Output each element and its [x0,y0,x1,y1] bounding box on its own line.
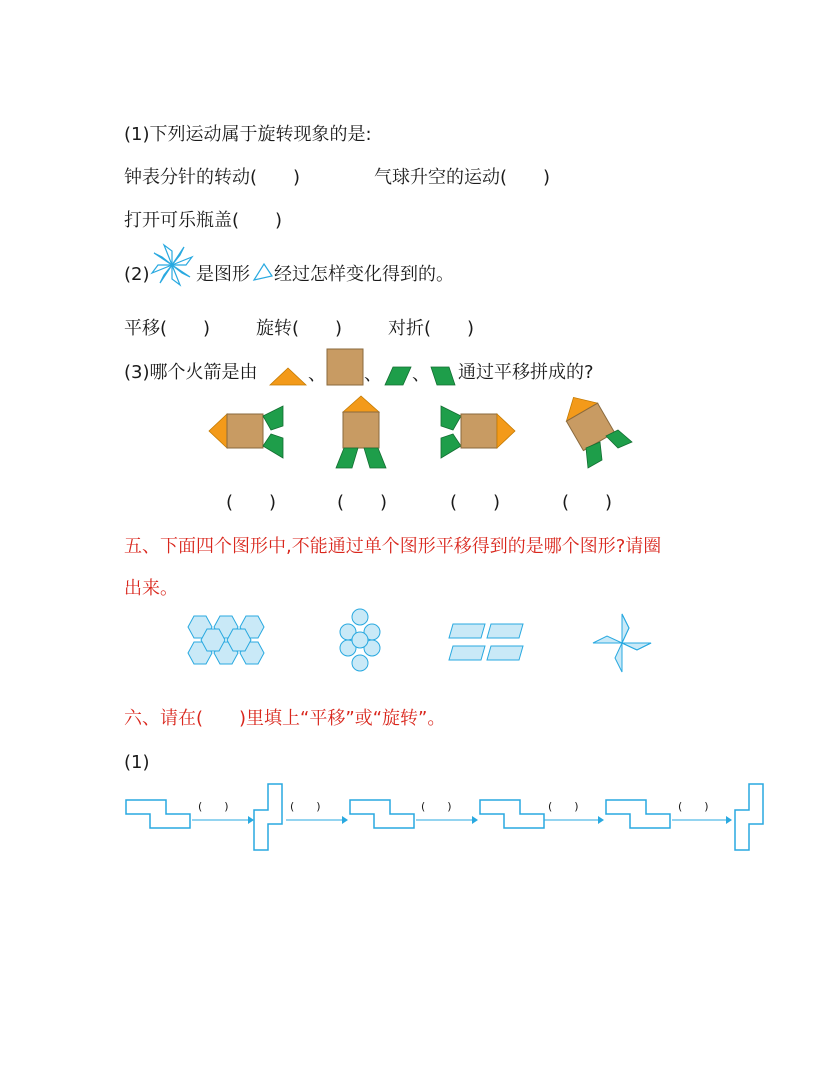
rocket-d [562,390,636,470]
hexagon-tiling-figure[interactable] [188,614,272,668]
q3-suffix: 通过平移拼成的? [458,362,594,383]
arrow-1 [192,815,254,825]
z-shape-3 [478,798,548,832]
circle-cluster-figure[interactable] [337,608,383,672]
q2-middle: 是图形 [196,264,250,285]
orange-triangle-icon [268,366,308,386]
z-shape-1 [124,798,194,832]
section6-q1-label: (1) [124,752,150,773]
q3-sep-2: 、 [364,364,382,385]
pinwheel-figure[interactable] [591,612,653,674]
windmill-figure-icon [150,243,194,287]
q1-option-balloon: 气球升空的运动( ) [374,167,551,188]
section5-line2: 出来。 [124,578,178,599]
transform-blank-5[interactable]: ( ) [678,800,709,813]
q3-prefix: (3)哪个火箭是由 [124,362,258,383]
green-parallelogram-right-icon [429,366,457,386]
arrow-3 [416,815,478,825]
brown-square-icon [326,348,364,386]
q3-sep-3: 、 [412,364,430,385]
q3-sep-1: 、 [308,364,326,385]
rocket-b [334,394,388,470]
green-parallelogram-left-icon [383,366,413,386]
rocket-a-answer[interactable]: ( ) [226,492,277,513]
arrow-4 [544,815,604,825]
transform-blank-3[interactable]: ( ) [421,800,452,813]
parallelogram-grid-figure[interactable] [447,622,525,662]
q2-prefix: (2) [124,264,150,285]
z-shape-rotated-2 [733,782,767,854]
arrow-5 [672,815,732,825]
small-triangle-icon [252,262,274,282]
q1-title: (1)下列运动属于旋转现象的是: [124,124,372,145]
q2-option-rotate: 旋转( ) [256,318,343,339]
rocket-b-answer[interactable]: ( ) [337,492,388,513]
section5-line1: 五、下面四个图形中,不能通过单个图形平移得到的是哪个图形?请圈 [124,536,662,557]
arrow-2 [286,815,348,825]
q2-option-fold: 对折( ) [388,318,475,339]
rocket-d-answer[interactable]: ( ) [562,492,613,513]
transform-blank-4[interactable]: ( ) [548,800,579,813]
transform-blank-2[interactable]: ( ) [290,800,321,813]
q1-option-clock: 钟表分针的转动( ) [124,167,301,188]
rocket-c-answer[interactable]: ( ) [450,492,501,513]
z-shape-rotated-1 [252,782,286,854]
q1-option-bottle-cap: 打开可乐瓶盖( ) [124,210,283,231]
z-shape-2 [348,798,418,832]
transform-blank-1[interactable]: ( ) [198,800,229,813]
section6-title: 六、请在( )里填上“平移”或“旋转”。 [124,708,446,729]
q2-option-translate: 平移( ) [124,318,211,339]
z-shape-4 [604,798,674,832]
rocket-c [437,404,517,460]
q2-suffix: 经过怎样变化得到的。 [274,264,454,285]
rocket-a [207,404,287,460]
